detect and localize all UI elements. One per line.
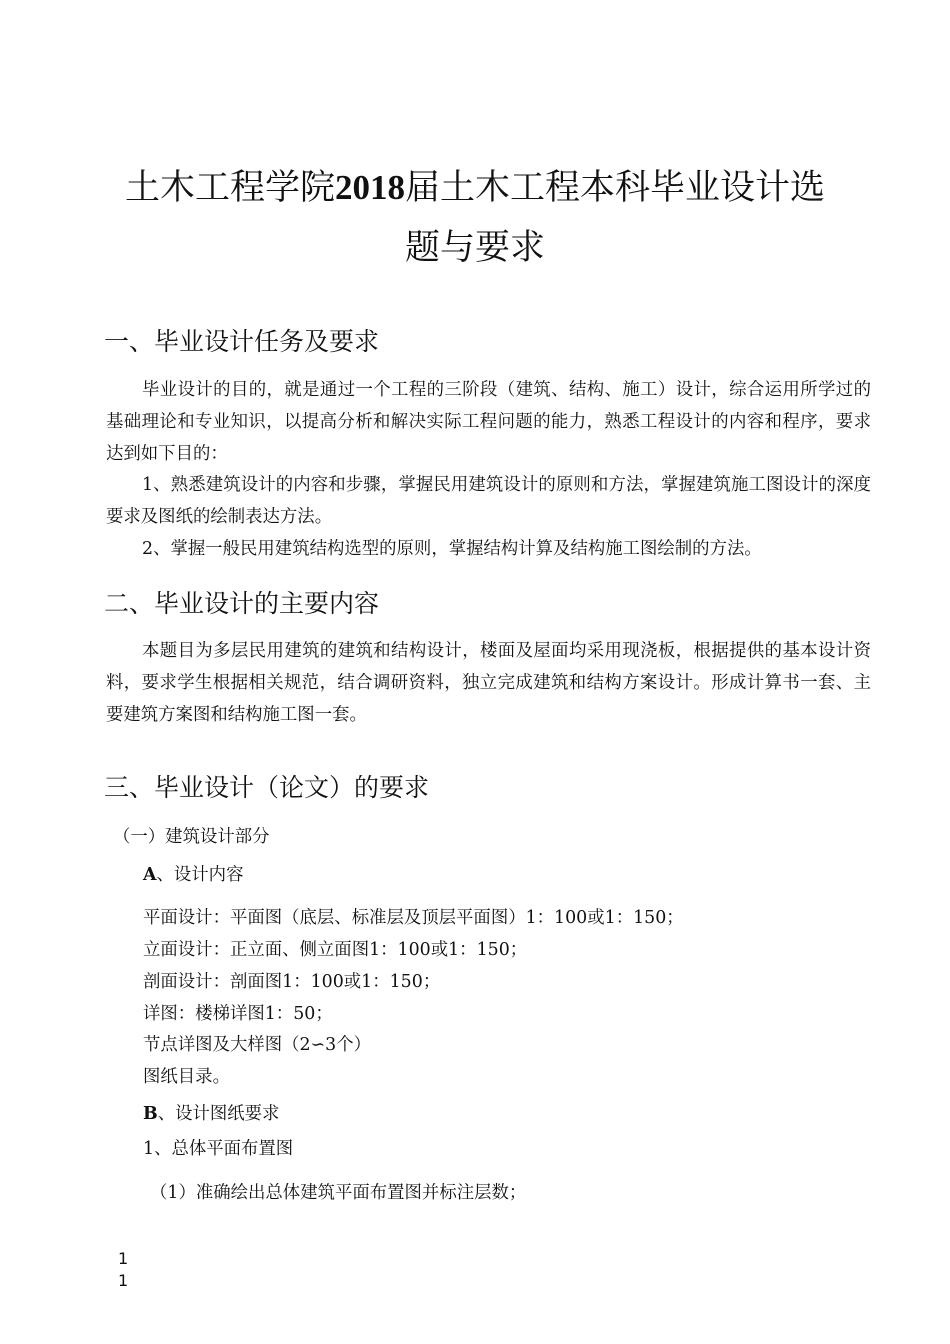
section-1-item-2: 2、掌握一般民用建筑结构选型的原则，掌握结构计算及结构施工图绘制的方法。 [142,539,762,559]
site-plan-requirement-1: （1）准确绘出总体建筑平面布置图并标注层数； [150,1183,527,1203]
design-item-elevation: 立面设计：正立面、侧立面图1：100或1：150； [143,940,528,960]
subsection-architecture: （一）建筑设计部分 [113,827,270,847]
section-1-item-1: 1、熟悉建筑设计的内容和步骤，掌握民用建筑设计的原则和方法，掌握建筑施工图设计的深度要求及图纸的绘制表达方法。 [106,475,871,527]
subheading-a-text: 、设计内容 [156,865,244,885]
title-prefix: 土木工程学院 [124,168,335,208]
design-item-drawing-index: 图纸目录。 [143,1067,230,1087]
site-plan-heading: 1、总体平面布置图 [143,1139,294,1159]
design-item-node-detail: 节点详图及大样图（2∽3个） [143,1035,371,1055]
subheading-b [143,1101,279,1127]
section-1-paragraph: 毕业设计的目的，就是通过一个工程的三阶段（建筑、结构、施工）设计，综合运用所学过的基础理论和专业知识，以提高分析和解决实际工程问题的能力，熟悉工程设计的内容和程序，要求达到如下目的： [106,380,871,464]
design-item-plan: 平面设计：平面图（底层、标准层及顶层平面图）1：100或1：150； [143,908,684,928]
title-suffix: 届土木工程本科毕业设计选 [405,168,826,208]
subheading-a [143,862,243,888]
subheading-b-text: 、设计图纸要求 [157,1104,280,1124]
page-number-2: 1 [118,1271,129,1290]
page-title-line-1 [0,166,950,210]
design-item-stair-detail: 详图：楼梯详图1：50； [143,1004,333,1024]
section-3-heading: 三、毕业设计（论文）的要求 [104,773,430,802]
design-item-section: 剖面设计：剖面图1：100或1：150； [143,972,441,992]
page-title-line-2: 题与要求 [404,228,545,268]
section-2-paragraph: 本题目为多层民用建筑的建筑和结构设计，楼面及屋面均采用现浇板，根据提供的基本设计资料，要求学生根据相关规范，结合调研资料，独立完成建筑和结构方案设计。形成计算书一套、主要建筑方案图和结构施工图一套。 [106,641,871,725]
page-number-1: 1 [118,1249,129,1268]
title-year: 2018 [335,168,405,207]
section-2-heading: 二、毕业设计的主要内容 [104,589,380,618]
subheading-a-label: A [143,865,157,885]
section-1-heading: 一、毕业设计任务及要求 [104,327,380,356]
subheading-b-label: B [143,1104,158,1124]
